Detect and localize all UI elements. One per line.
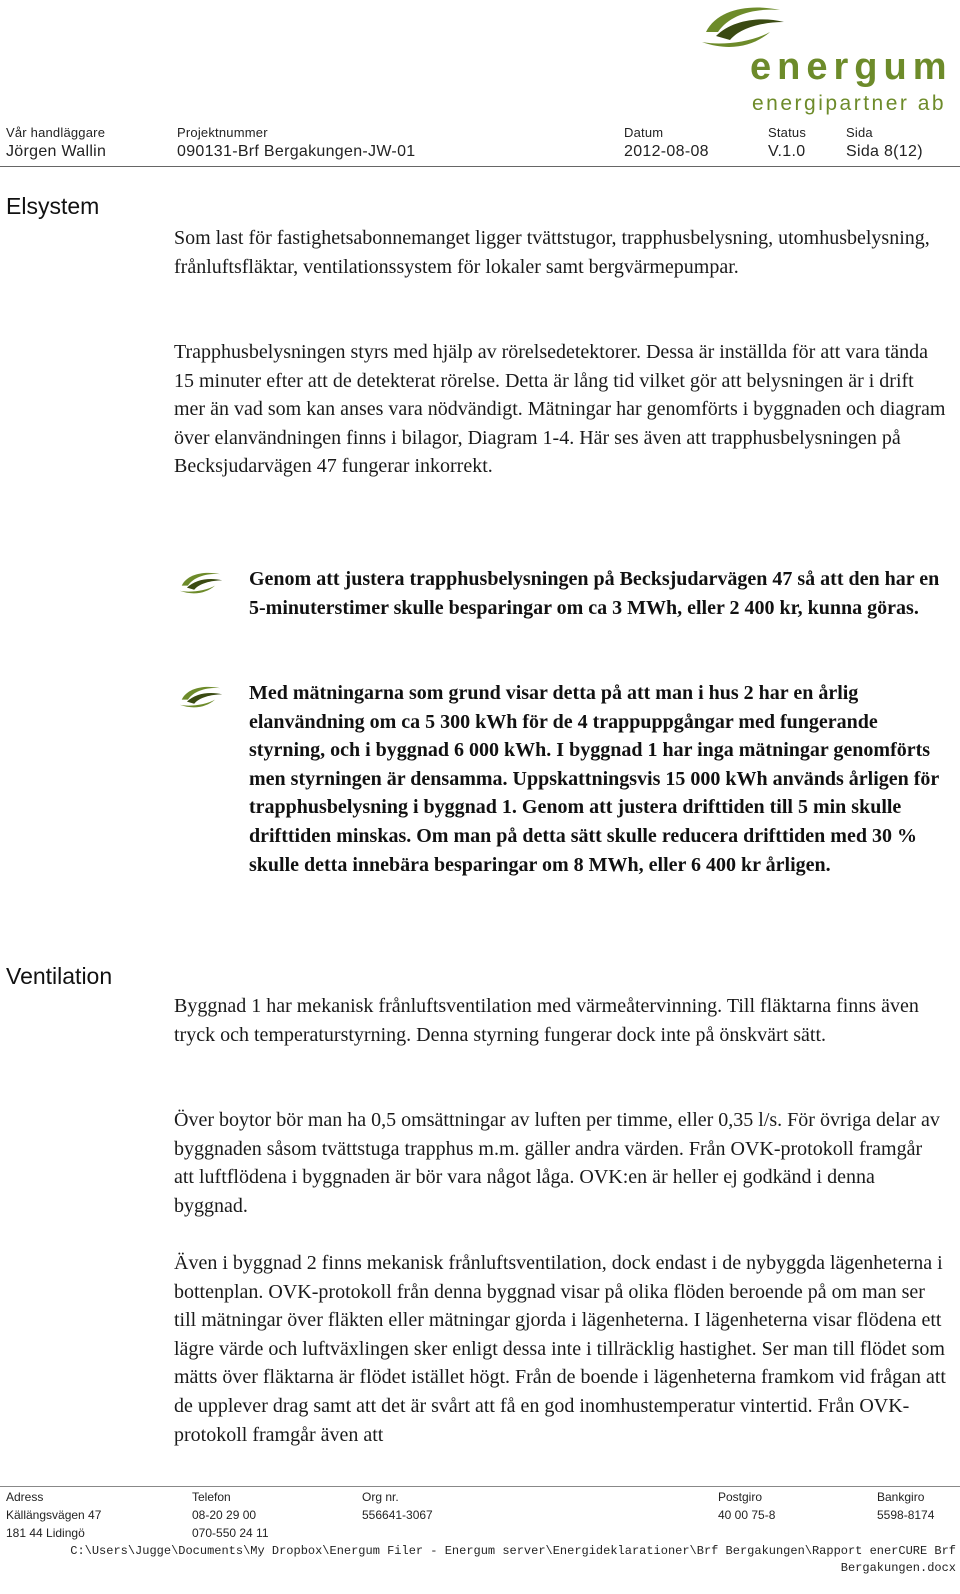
energum-swirl-icon	[178, 570, 226, 596]
ventilation-paragraph-1: Byggnad 1 har mekanisk frånluftsventilation med värmeåtervinning. Till fläktarna finns även tryck och temperaturstyrning. Denna styrning fungerar dock inte på önskvärt sätt.	[174, 995, 919, 1046]
adress-line-1: Källängsvägen 47	[6, 1508, 102, 1522]
section-title-elsystem: Elsystem	[6, 193, 100, 219]
adress-label: Adress	[6, 1490, 44, 1504]
energum-swirl-icon	[178, 684, 226, 710]
adress-line-2: 181 44 Lidingö	[6, 1526, 85, 1540]
elsystem-paragraph-1: Som last för fastighetsabonnemanget ligger tvättstugor, trapphusbelysning, utomhusbelysning, frånluftsfläktar, ventilationssystem för lokaler samt bergvärmepumpar.	[174, 227, 930, 278]
projekt-value: 090131-Brf Bergakungen-JW-01	[177, 143, 416, 160]
energum-swirl-icon	[700, 2, 790, 52]
telefon-2: 070-550 24 11	[192, 1526, 269, 1540]
energum-logo	[700, 0, 953, 120]
org-value: 556641-3067	[362, 1508, 433, 1522]
section-title-ventilation: Ventilation	[6, 963, 113, 989]
org-label: Org nr.	[362, 1490, 399, 1504]
bankgiro-value: 5598-8174	[877, 1508, 935, 1522]
datum-label: Datum	[624, 125, 664, 140]
ventilation-paragraph-2: Över boytor bör man ha 0,5 omsättningar av luften per timme, eller 0,35 l/s. För övriga delar av byggnaden såsom tvättstuga trapphus m.m. gäller andra värden. Från OVK-protokoll framgår att luftflödena i byggnaden är bör vara något låga. OVK:en är heller ej godkänd i denna byggnad.	[174, 1109, 940, 1217]
measure-paragraph-1: Genom att justera trapphusbelysningen på Becksjudarvägen 47 så att den har en 5-minuterstimer skulle besparingar om ca 3 MWh, eller 2 400 kr, kunna göras.	[249, 568, 940, 619]
header-divider	[0, 166, 960, 167]
projekt-label: Projektnummer	[177, 125, 268, 140]
handlaggare-value: Jörgen Wallin	[6, 143, 107, 160]
file-path-line-1: C:\Users\Jugge\Documents\My Dropbox\Energum Filer - Energum server\Energideklarationer\Brf Bergakungen\Rapport enerCURE Brf	[70, 1544, 956, 1558]
measure-paragraph-2: Med mätningarna som grund visar detta på att man i hus 2 har en årlig elanvändning om ca 5 300 kWh för de 4 trappuppgångar med fungerande styrning, och i byggnad 6 000 kWh. I byggnad 1 har inga mätningar genomförts men styrningen är densamma. Uppskattningsvis 15 000 kWh används årligen för trapphusbelysning i byggnad 1. Genom att justera drifttiden till 5 min skulle drifttiden minskas. Om man på detta sätt skulle reducera drifttiden med 30 % skulle detta innebära besparingar om 8 MWh, eller 6 400 kr årligen.	[249, 682, 939, 876]
handlaggare-label: Vår handläggare	[6, 125, 106, 140]
postgiro-label: Postgiro	[718, 1490, 763, 1504]
postgiro-value: 40 00 75-8	[718, 1508, 776, 1522]
telefon-1: 08-20 29 00	[192, 1508, 257, 1522]
datum-value: 2012-08-08	[624, 143, 709, 160]
file-path-line-2: Bergakungen.docx	[840, 1561, 956, 1575]
sida-value: Sida 8(12)	[846, 143, 923, 160]
ventilation-paragraph-3: Även i byggnad 2 finns mekanisk frånluftsventilation, dock endast i de nybyggda lägenheterna i bottenplan. OVK-protokoll från denna byggnad visar på olika flöden beroende på om man ser till mätningar över fläkten eller mätningar gjorda i lägenheterna. I lägenheterna visar flödena ett lägre värde och luftväxlingen sker enligt dessa inte i tillräcklig hastighet. Ser man till flödet som mätts över fläktarna är flödet istället högt. Från de boende i lägenheterna framkom vid frågan att de upplever drag samt att det är svårt att få en god inomhustemperatur vintertid. Från OVK-protokoll framgår även att	[174, 1252, 946, 1446]
status-label: Status	[768, 125, 807, 140]
bankgiro-label: Bankgiro	[877, 1490, 925, 1504]
status-value: V.1.0	[768, 143, 806, 160]
sida-label: Sida	[846, 125, 873, 140]
logo-wordmark: energum	[750, 46, 953, 88]
elsystem-paragraph-2: Trapphusbelysningen styrs med hjälp av rörelsedetektorer. Dessa är inställda för att vara tända 15 minuter efter att de detekterat rörelse. Detta är lång tid vilket gör att belysningen är i drift mer än vad som kan anses vara nödvändigt. Mätningar har genomförts i byggnaden och diagram över elanvändningen finns i bilagor, Diagram 1-4. Här ses även att trapphusbelysningen på Becksjudarvägen 47 fungerar inkorrekt.	[174, 341, 946, 478]
logo-tagline: energipartner ab	[752, 92, 947, 115]
footer-divider	[0, 1486, 960, 1487]
telefon-label: Telefon	[192, 1490, 231, 1504]
